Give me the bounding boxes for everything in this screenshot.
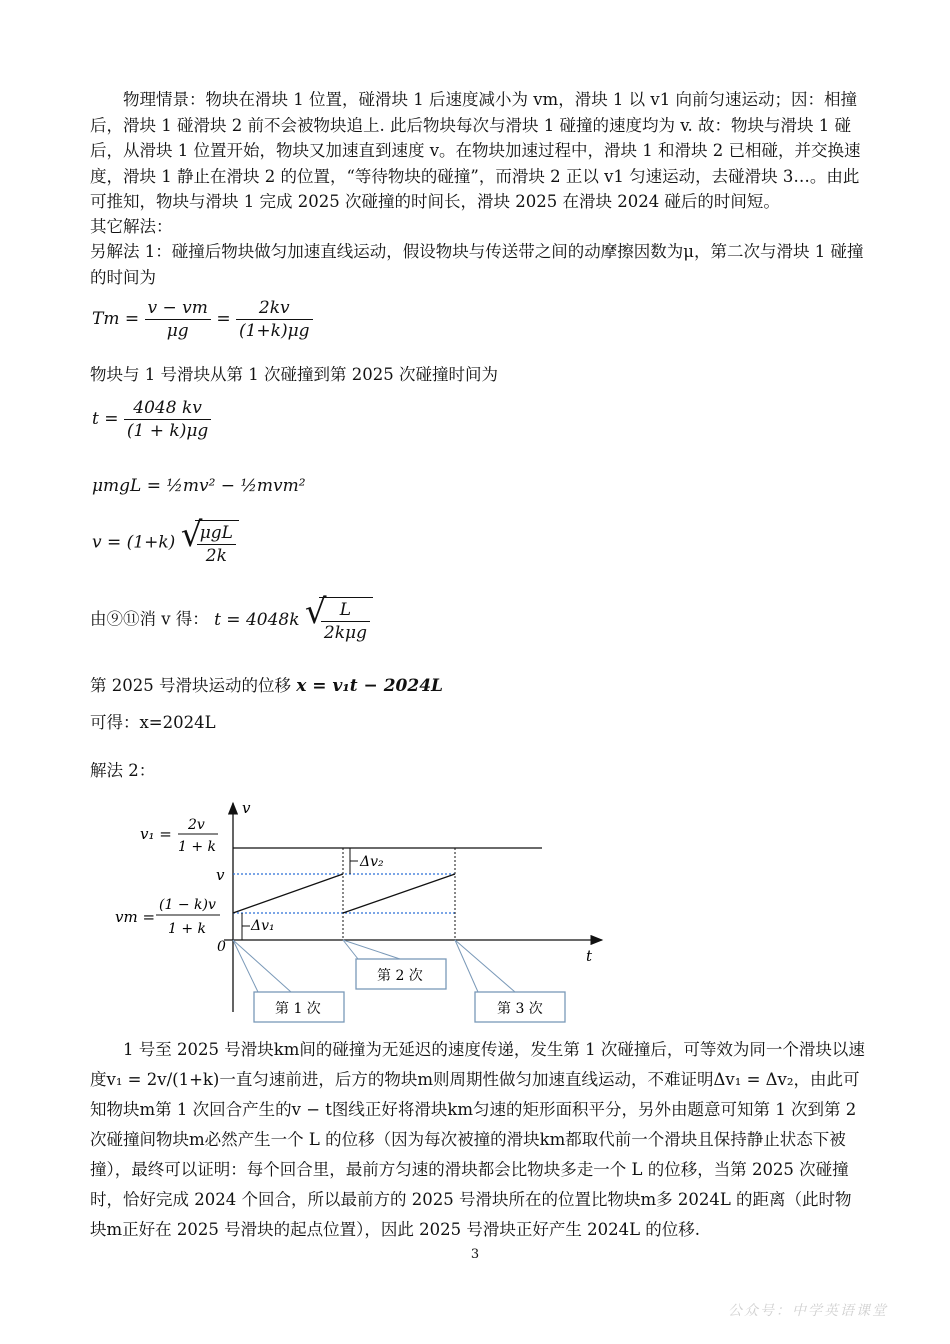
paragraph-result: 可得：x=2024L xyxy=(90,713,216,732)
equation-displacement: 第 2025 号滑块运动的位移 x = v₁t − 2024L xyxy=(90,676,443,696)
v-axis-label: v xyxy=(242,799,251,817)
vm-den: 1 + k xyxy=(168,921,207,937)
origin-label: 0 xyxy=(217,939,226,955)
watermark: 公众号：中学英语课堂 xyxy=(728,1303,888,1319)
fraction-t: $\frac{4048 kv}{(1 + k)\mu g}$ xyxy=(124,398,211,441)
vm-label: vm = xyxy=(115,908,156,926)
fraction-tm-1: $\frac{v - vm}{\mu g}$ xyxy=(145,298,211,341)
vt-graph xyxy=(0,790,950,1030)
paragraph-method-2: 解法 2： xyxy=(90,761,156,780)
equation-t xyxy=(92,398,211,441)
v1-num: 2v xyxy=(188,817,205,833)
ramp-1 xyxy=(233,874,343,913)
equation-t-final: 由⑨⑪消 v 得： t = 4048k √ $\frac{L}{\text{2kμg}}$ xyxy=(90,597,373,643)
delta-v1-label: Δv₁ xyxy=(251,918,275,934)
callout-label-1: 第 1 次 xyxy=(275,1001,321,1017)
equation-tm-lhs: Tm = xyxy=(92,309,140,329)
delta-v2-label: Δv₂ xyxy=(360,854,384,870)
t-axis-label: t xyxy=(586,947,593,965)
equation-v-lhs: v = (1+k) xyxy=(92,532,176,553)
paragraph-method-2-explanation: 1 号至 2025 号滑块km间的碰撞为无延迟的速度传递，发生第 1 次碰撞后，可等效为同一个滑块以速度v₁ = 2v/(1+k)一直匀速前进，后方的物块m则周期性做匀加速直线运动，不难证明Δv₁ = Δv₂，由此可知物块m第 1 次回合产生的v − t图线正好将滑块km匀速的矩形面积平分，另外由题意可知第 1 次到第 2 次碰撞间物块m必然产生一个 L 的位移（因为每次被撞的滑块km都取代前一个滑块且保持静止状态下被撞），最终可以证明：每个回合里，最前方匀速的滑块都会比物块多走一个 L 的位移，当第 2025 次碰撞时，恰好完成 2024 个回合，所以最前方的 2025 号滑块所在的位置比物块m多 2024L 的距离（此时物块m正好在 2025 号滑块的起点位置），因此 2025 号滑块正好产生 2024L 的位移. xyxy=(90,1040,865,1239)
equation-energy: μmgL = ½mv² − ½mvm² xyxy=(92,476,306,496)
vm-num: (1 − k)v xyxy=(159,897,216,913)
v-level-label: v xyxy=(216,866,225,884)
callout-label-3: 第 3 次 xyxy=(497,1001,543,1017)
callout-label-2: 第 2 次 xyxy=(377,968,423,984)
sqrt-v: √ $\frac{\text{μgL}}{2k}$ xyxy=(181,520,239,566)
paragraph-physical-scenario: 物理情景：物块在滑块 1 位置，碰滑块 1 后速度减小为 vm，滑块 1 以 v1 向前匀速运动；因：相撞后，滑块 1 碰滑块 2 前不会被物块追上. 此后物块每次与滑块 1 碰撞的速度均为 v. 故：物块与滑块 1 碰后，从滑块 1 位置开始，物块又加速直到速度 v。在物块加速过程中，滑块 1 和滑块 2 已相碰，并交换速度，滑块 1 静止在滑块 2 的位置，“等待物块的碰撞”，而滑块 2 正以 v1 匀速运动，去碰滑块 3…。由此可推知，物块与滑块 1 完成 2025 次碰撞的时间长，滑块 2025 在滑块 2024 碰后的时间短。 xyxy=(90,90,861,211)
equation-v xyxy=(92,515,239,566)
equation-t-lhs: t = xyxy=(92,409,119,429)
paragraph-alt-method-1: 另解法 1：碰撞后物块做匀加速直线运动，假设物块与传送带之间的动摩擦因数为μ，第二次与滑块 1 碰撞的时间为 xyxy=(90,242,864,287)
fraction-tm-2: $\frac{2kv}{(1+k)\mu g}$ xyxy=(236,298,313,341)
equation-tm: Tm = $\frac{v - vm}{\mu g}$ = $\frac{2kv}{(1+k)\mu g}$ xyxy=(92,298,313,341)
eliminate-prefix: 由⑨⑪消 v 得： xyxy=(90,609,209,629)
v1-den: 1 + k xyxy=(178,839,217,855)
paragraph-other-methods: 其它解法： xyxy=(90,217,173,236)
v1-label: v₁ = xyxy=(140,825,172,843)
ramp-2 xyxy=(343,874,455,913)
page-number: 3 xyxy=(470,1247,480,1262)
paragraph-collision-time: 物块与 1 号滑块从第 1 次碰撞到第 2025 次碰撞时间为 xyxy=(90,365,498,384)
